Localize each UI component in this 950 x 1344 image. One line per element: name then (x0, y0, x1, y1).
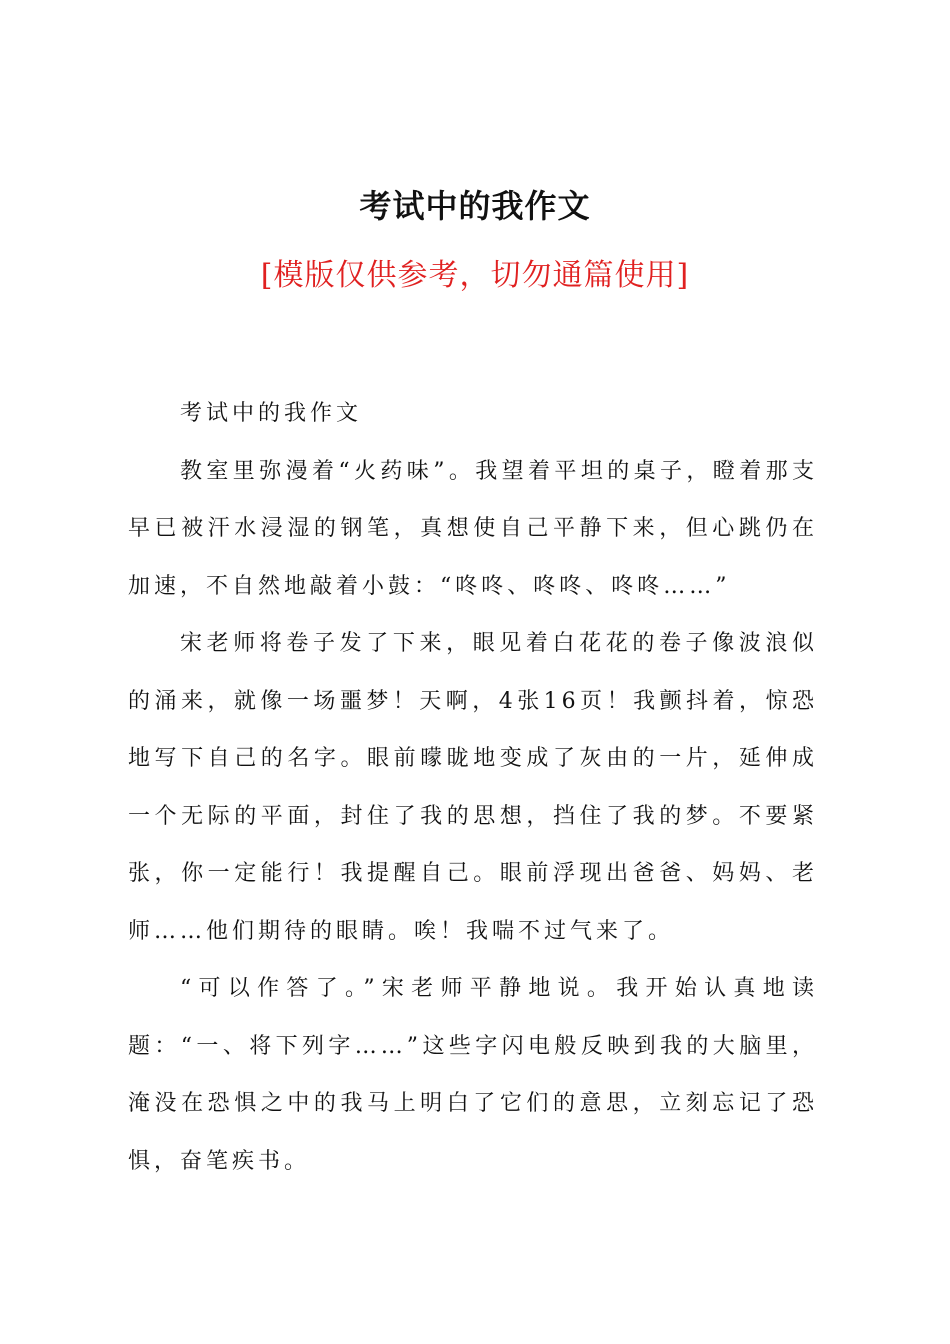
essay-subtitle: 考试中的我作文 (180, 401, 363, 426)
paragraph: 教室里弥漫着“火药味”。我望着平坦的桌子，瞪着那支早已被汗水浸湿的钢笔，真想使自己平静下来，但心跳仍在加速，不自然地敲着小鼓：“咚咚、咚咚、咚咚……” (128, 458, 818, 599)
paragraph: “可以作答了。”宋老师平静地说。我开始认真地读题：“一、将下列字……”这些字闪电般反映到我的大脑里，淹没在恐惧之中的我马上明白了它们的意思，立刻忘记了恐惧，奋笔疾书。 (128, 976, 818, 1174)
paragraph: 宋老师将卷子发了下来，眼见着白花花的卷子像波浪似的涌来，就像一场噩梦！天啊，4张16页！我颤抖着，惊恐地写下自己的名字。眼前曚昽地变成了灰由的一片，延伸成一个无际的平面，封住了我的思想，挡住了我的梦。不要紧张，你一定能行！我提醒自己。眼前浮现出爸爸、妈妈、老师……他们期待的眼睛。唉！我喘不过气来了。 (128, 631, 818, 944)
essay-body (128, 385, 818, 1190)
document-title: 考试中的我作文 (359, 187, 591, 225)
template-notice: [模版仅供参考，切勿通篇使用] (260, 258, 690, 293)
